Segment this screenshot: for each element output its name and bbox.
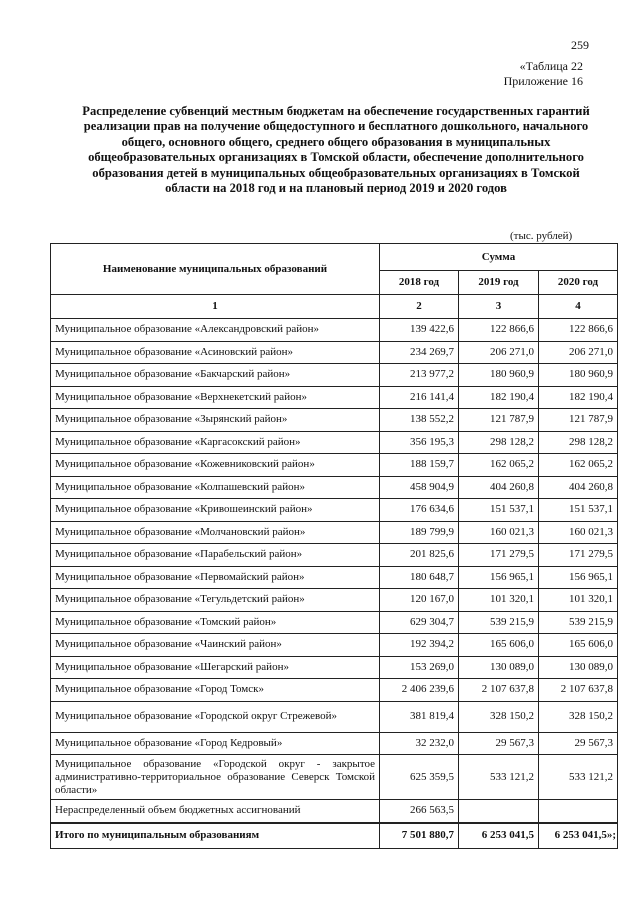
table-reference: [504, 59, 583, 89]
table-row: [51, 544, 618, 567]
row-value-2020: 165 606,0: [539, 634, 618, 657]
row-name: Муниципальное образование «Город Томск»: [51, 679, 380, 702]
row-name: Муниципальное образование «Чаинский район»: [51, 634, 380, 657]
row-name: Муниципальное образование «Парабельский район»: [51, 544, 380, 567]
row-name: Муниципальное образование «Александровский район»: [51, 319, 380, 342]
row-name: Муниципальное образование «Колпашевский район»: [51, 476, 380, 499]
row-name: Муниципальное образование «Томский район»: [51, 611, 380, 634]
row-value-2019: 404 260,8: [459, 476, 539, 499]
row-value-2018: 192 394,2: [380, 634, 459, 657]
row-name: Муниципальное образование «Верхнекетский район»: [51, 386, 380, 409]
table-row: [51, 341, 618, 364]
table-row: [51, 611, 618, 634]
table-row: [51, 409, 618, 432]
row-value-2020: 121 787,9: [539, 409, 618, 432]
row-value-2020: 180 960,9: [539, 364, 618, 387]
row-value-2019: 2 107 637,8: [459, 679, 539, 702]
row-value-2018: 629 304,7: [380, 611, 459, 634]
row-value-2020: 151 537,1: [539, 499, 618, 522]
row-value-2018: 189 799,9: [380, 521, 459, 544]
row-value-2019: 533 121,2: [459, 755, 539, 800]
row-name: Муниципальное образование «Город Кедровый»: [51, 732, 380, 755]
row-value-2018: 216 141,4: [380, 386, 459, 409]
total-2018: 7 501 880,7: [380, 823, 459, 849]
row-name: Муниципальное образование «Шегарский район»: [51, 656, 380, 679]
row-value-2019: 130 089,0: [459, 656, 539, 679]
row-value-2020: 122 866,6: [539, 319, 618, 342]
row-value-2019: 162 065,2: [459, 454, 539, 477]
row-value-2019: 121 787,9: [459, 409, 539, 432]
row-value-2020: 533 121,2: [539, 755, 618, 800]
row-value-2018: 381 819,4: [380, 701, 459, 732]
page-number: 259: [571, 38, 589, 52]
table-row: [51, 679, 618, 702]
row-value-2019: 171 279,5: [459, 544, 539, 567]
col-number-2: 2: [380, 295, 459, 319]
table-body: [51, 319, 618, 823]
row-value-2020: 206 271,0: [539, 341, 618, 364]
row-name: Муниципальное образование «Зырянский район»: [51, 409, 380, 432]
row-name: Муниципальное образование «Городской округ Стрежевой»: [51, 701, 380, 732]
row-value-2018: 213 977,2: [380, 364, 459, 387]
row-name: Нераспределенный объем бюджетных ассигнований: [51, 800, 380, 823]
row-value-2019: 182 190,4: [459, 386, 539, 409]
row-value-2020: 182 190,4: [539, 386, 618, 409]
total-label: Итого по муниципальным образованиям: [51, 823, 380, 849]
row-value-2019: 539 215,9: [459, 611, 539, 634]
row-value-2018: 138 552,2: [380, 409, 459, 432]
table-row: [51, 634, 618, 657]
row-value-2020: 162 065,2: [539, 454, 618, 477]
table-row: [51, 521, 618, 544]
row-value-2019: 101 320,1: [459, 589, 539, 612]
row-value-2018: 32 232,0: [380, 732, 459, 755]
table-row: [51, 386, 618, 409]
col-number-1: 1: [51, 295, 380, 319]
table-row: [51, 454, 618, 477]
header-name: Наименование муниципальных образований: [51, 244, 380, 295]
table-ref-line2: Приложение 16: [503, 74, 583, 88]
row-value-2019: 29 567,3: [459, 732, 539, 755]
row-value-2019: 298 128,2: [459, 431, 539, 454]
row-value-2019: 180 960,9: [459, 364, 539, 387]
table-row: [51, 755, 618, 800]
total-2020: 6 253 041,5»;: [539, 823, 618, 849]
row-value-2020: 29 567,3: [539, 732, 618, 755]
row-name: Муниципальное образование «Бакчарский район»: [51, 364, 380, 387]
col-number-4: 4: [539, 295, 618, 319]
table-row: [51, 656, 618, 679]
row-value-2020: 171 279,5: [539, 544, 618, 567]
row-value-2020: 2 107 637,8: [539, 679, 618, 702]
row-value-2020: [539, 800, 618, 823]
row-name: Муниципальное образование «Асиновский район»: [51, 341, 380, 364]
row-value-2018: 176 634,6: [380, 499, 459, 522]
row-name: Муниципальное образование «Молчановский район»: [51, 521, 380, 544]
row-value-2018: 188 159,7: [380, 454, 459, 477]
row-value-2020: 130 089,0: [539, 656, 618, 679]
row-name: Муниципальное образование «Кривошеинский район»: [51, 499, 380, 522]
col-number-3: 3: [459, 295, 539, 319]
header-sum: Сумма: [380, 244, 618, 271]
row-value-2018: 139 422,6: [380, 319, 459, 342]
row-value-2018: 2 406 239,6: [380, 679, 459, 702]
row-value-2018: 625 359,5: [380, 755, 459, 800]
row-value-2019: 156 965,1: [459, 566, 539, 589]
row-value-2018: 180 648,7: [380, 566, 459, 589]
row-name: Муниципальное образование «Первомайский район»: [51, 566, 380, 589]
header-year-2019: 2019 год: [459, 271, 539, 295]
total-row: [51, 823, 618, 849]
row-value-2020: 101 320,1: [539, 589, 618, 612]
row-value-2018: 201 825,6: [380, 544, 459, 567]
table-row: [51, 800, 618, 823]
row-value-2019: 165 606,0: [459, 634, 539, 657]
row-value-2018: 234 269,7: [380, 341, 459, 364]
document-title: Распределение субвенций местным бюджетам на обеспечение государственных гарантий реализации прав на получение общедоступного и бесплатного дошкольного, начального общего, основного общего, среднего общего образования в муниципальных общеобразовательных организациях в Томской области, обеспечение дополнительного образования детей в муниципальных общеобразовательных организациях в Томской области на 2018 год и на плановый период 2019 и 2020 годов: [82, 104, 590, 196]
row-value-2018: 266 563,5: [380, 800, 459, 823]
row-value-2019: 206 271,0: [459, 341, 539, 364]
row-value-2019: 160 021,3: [459, 521, 539, 544]
row-value-2020: 328 150,2: [539, 701, 618, 732]
table-row: [51, 701, 618, 732]
row-name: Муниципальное образование «Городской округ - закрытое административно-территориальное образование Северск Томской области»: [51, 755, 380, 800]
row-value-2018: 458 904,9: [380, 476, 459, 499]
table-row: [51, 476, 618, 499]
table-ref-line1: «Таблица 22: [519, 59, 583, 73]
table-row: [51, 566, 618, 589]
row-value-2019: 328 150,2: [459, 701, 539, 732]
row-name: Муниципальное образование «Каргасокский район»: [51, 431, 380, 454]
header-year-2020: 2020 год: [539, 271, 618, 295]
table-row: [51, 364, 618, 387]
row-value-2019: 151 537,1: [459, 499, 539, 522]
row-value-2020: 298 128,2: [539, 431, 618, 454]
row-value-2020: 539 215,9: [539, 611, 618, 634]
row-value-2020: 160 021,3: [539, 521, 618, 544]
row-value-2018: 153 269,0: [380, 656, 459, 679]
subvention-table: [50, 243, 618, 849]
row-name: Муниципальное образование «Тегульдетский район»: [51, 589, 380, 612]
table-row: [51, 431, 618, 454]
row-value-2018: 120 167,0: [380, 589, 459, 612]
row-value-2019: [459, 800, 539, 823]
table-row: [51, 319, 618, 342]
table-row: [51, 499, 618, 522]
row-value-2018: 356 195,3: [380, 431, 459, 454]
total-2019: 6 253 041,5: [459, 823, 539, 849]
table-row: [51, 589, 618, 612]
row-value-2020: 156 965,1: [539, 566, 618, 589]
row-value-2020: 404 260,8: [539, 476, 618, 499]
row-value-2019: 122 866,6: [459, 319, 539, 342]
units-label: (тыс. рублей): [510, 230, 573, 242]
header-year-2018: 2018 год: [380, 271, 459, 295]
table-row: [51, 732, 618, 755]
row-name: Муниципальное образование «Кожевниковский район»: [51, 454, 380, 477]
